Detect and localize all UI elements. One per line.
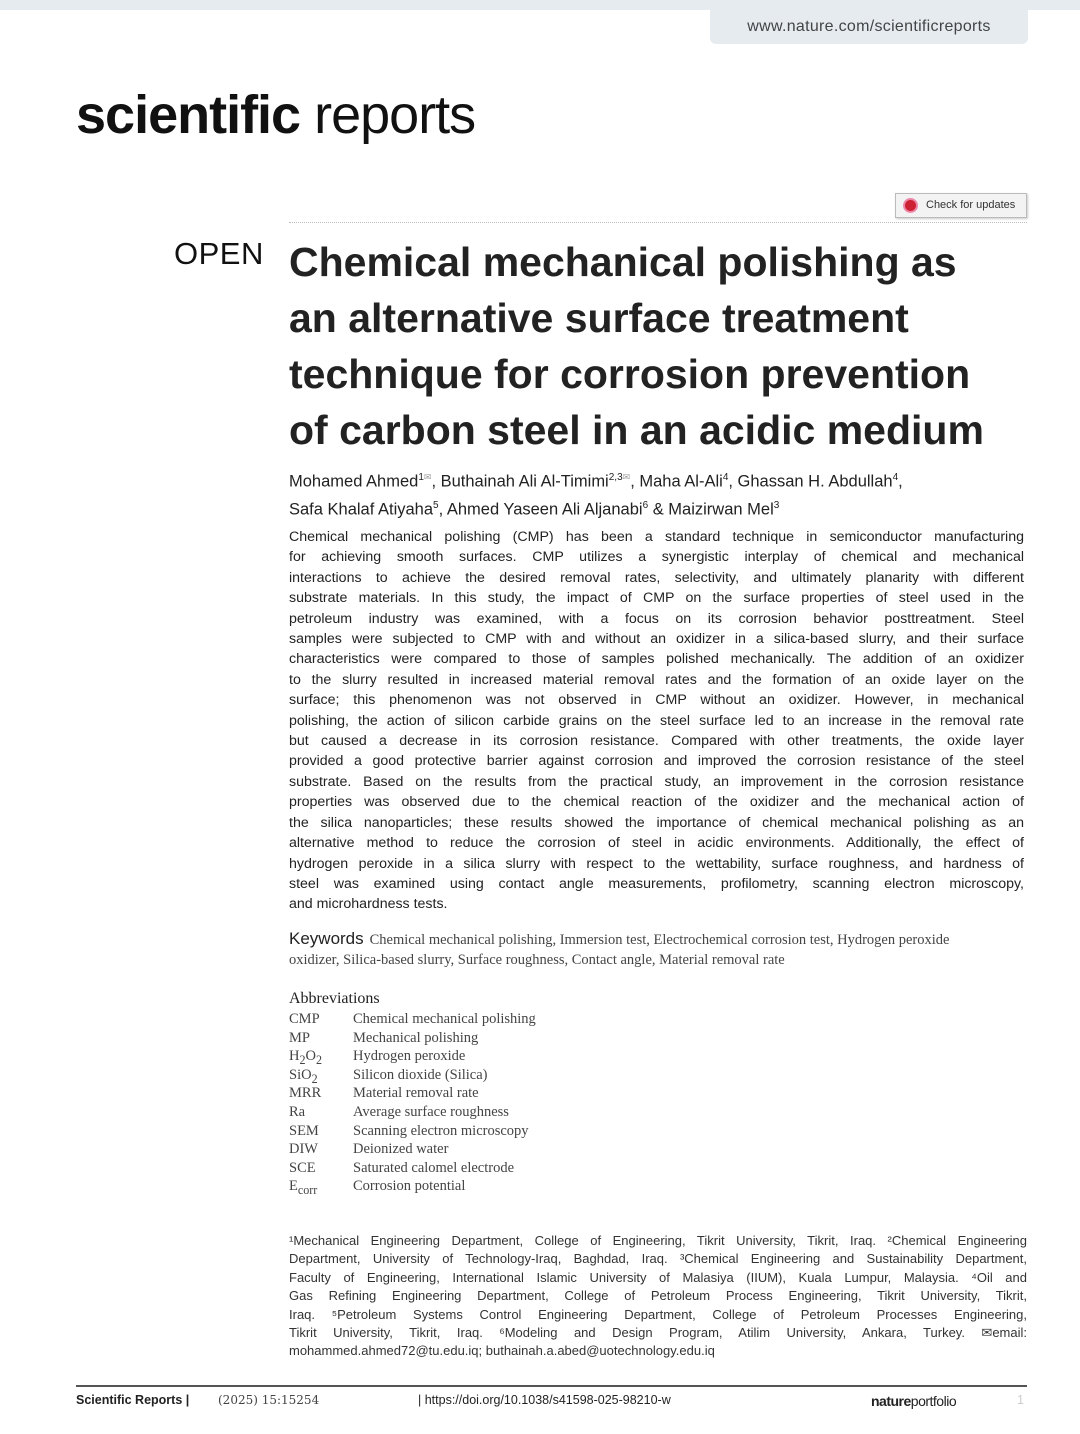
abstract <box>289 527 1024 915</box>
abbreviation-row <box>289 1029 536 1048</box>
affiliation-number: 1 <box>418 472 424 483</box>
abbreviation-definition: Saturated calomel electrode <box>353 1159 515 1176</box>
abstract-line: for achieving smooth surfaces. CMP utilizes a synergistic interplay of chemical and mechanical <box>289 549 1024 566</box>
abbreviation-definition: Hydrogen peroxide <box>353 1048 466 1065</box>
abbreviation-definition: Deionized water <box>353 1141 449 1158</box>
abbreviation: $E_{corr}$ <box>289 1178 318 1198</box>
affiliation-line: Faculty of Engineering, International Islamic University of Malasiya (IIUM), Kuala Lumpur, Malaysia. ⁴Oil and <box>289 1269 1027 1285</box>
abbreviation-row <box>289 1177 536 1196</box>
abstract-line: provided a good protective barrier against corrosion and improved the corrosion resistance of the steel <box>289 753 1024 770</box>
affiliation-number: 3 <box>773 499 780 511</box>
abbreviation-row <box>289 1010 536 1029</box>
page-number: 1 <box>1017 1393 1024 1407</box>
affiliation-line: ¹Mechanical Engineering Department, College of Engineering, Tikrit University, Tikrit, Iraq. ²Chemical Engineering <box>289 1233 1027 1248</box>
abstract-line: the silica nanoparticles; these results showed the importance of chemical mechanical polishing as an <box>289 814 1024 831</box>
affiliation-line: Gas Refining Engineering Department, College of Petroleum Process Engineering, Tikrit University, Tikrit, <box>289 1288 1027 1304</box>
affiliation-number: 6 <box>642 499 649 511</box>
abstract-line: surface; this phenomenon was not observed in CMP without an oxidizer. However, in mechanical <box>289 692 1024 709</box>
abbreviation-row <box>289 1047 536 1066</box>
keywords-text: Chemical mechanical polishing, Immersion test, Electrochemical corrosion test, Hydrogen peroxide oxidizer, Silica-based slurry, Surface roughness, Contact angle, Material removal rate <box>289 932 950 968</box>
affiliation-line: mohammed.ahmed72@tu.edu.iq; buthainah.a.abed@uotechnology.edu.iq <box>289 1343 715 1359</box>
author-name: , Maha Al-Ali <box>630 472 723 491</box>
envelope-icon[interactable]: ✉ <box>423 472 432 482</box>
footer-rule <box>76 1385 1027 1387</box>
abstract-line: hydrogen peroxide in a silica slurry with respect to the wettability, surface roughness, and hardness of <box>289 855 1024 872</box>
abbreviation: MP <box>289 1029 310 1046</box>
abbreviation-definition: Average surface roughness <box>353 1103 509 1120</box>
article-title <box>289 234 984 458</box>
affiliations <box>289 1232 1027 1361</box>
affiliation-line: Department, University of Technology-Iraq, Baghdad, Iraq. ³Chemical Engineering and Sustainability Department, <box>289 1251 1027 1267</box>
author-name: Mohamed Ahmed <box>289 472 419 491</box>
abbreviation: SEM <box>289 1122 319 1139</box>
affiliation-number: 4 <box>722 472 729 483</box>
abbreviation: SCE <box>289 1159 316 1176</box>
nature-portfolio-logo: natureportfolio <box>871 1393 957 1409</box>
abstract-line: alternative method to reduce the corrosion of steel in acidic environments. Additionally, the effect of <box>289 835 1024 852</box>
abbreviation-definition: Mechanical polishing <box>353 1029 479 1046</box>
abstract-line: and microhardness tests. <box>289 896 448 913</box>
abstract-line: substrate. Based on the results from the practical study, an improvement in the corrosion resistance <box>289 773 1024 790</box>
author-name: , Ahmed Yaseen Ali Aljanabi <box>438 500 643 518</box>
abbreviation-row <box>289 1066 536 1085</box>
footer-journal: Scientific Reports | <box>76 1393 190 1407</box>
abstract-line: properties was observed due to the chemical reaction of the oxidizer and the mechanical action of <box>289 794 1024 811</box>
abbreviation: $H_2O_2$ <box>289 1048 323 1068</box>
abstract-line: samples were subjected to CMP with and without an oxidizer in a silica-based slurry, and their surface <box>289 631 1024 648</box>
journal-url[interactable]: www.nature.com/scientificreports <box>710 10 1028 44</box>
title-line: of carbon steel in an acidic medium <box>289 407 984 453</box>
author-name: , Ghassan H. Abdullah <box>728 472 893 491</box>
abbreviation-definition: Silicon dioxide (Silica) <box>353 1066 488 1083</box>
abstract-line: petroleum industry was examined, with a focus on its corrosion behavior posttreatment. Steel <box>289 610 1024 627</box>
divider <box>289 222 1027 223</box>
abbreviation-row <box>289 1159 536 1178</box>
title-line: an alternative surface treatment <box>289 295 909 341</box>
abstract-line: to the slurry resulted in increased material removal rates and the formation of an oxide layer on the <box>289 671 1024 688</box>
abbreviations <box>289 990 536 1196</box>
envelope-icon[interactable]: ✉ <box>622 472 631 482</box>
abbreviation-definition: Scanning electron microscopy <box>353 1122 529 1139</box>
author-name: , Buthainah Ali Al-Timimi <box>431 472 609 491</box>
abbreviation-definition: Material removal rate <box>353 1085 479 1102</box>
author-name: , <box>898 472 903 491</box>
author-name: & Maizirwan Mel <box>648 500 774 518</box>
abbreviation-row <box>289 1103 536 1122</box>
abbreviation-definition: Chemical mechanical polishing <box>353 1011 536 1027</box>
affiliation-number: 5 <box>433 499 439 511</box>
keywords-label: Keywords <box>289 929 364 948</box>
affiliation-number: 4 <box>892 472 899 483</box>
affiliation-line: Iraq. ⁵Petroleum Systems Control Engineering Department, College of Petroleum Processes Engineering, <box>289 1306 1027 1322</box>
abbreviation: CMP <box>289 1011 320 1027</box>
abbreviation: DIW <box>289 1141 318 1158</box>
journal-logo: scientific reports <box>76 85 476 145</box>
author-name: Safa Khalaf Atiyaha <box>289 500 434 518</box>
abstract-line: Chemical mechanical polishing (CMP) has been a standard technique in semiconductor manufacturing <box>289 529 1024 545</box>
top-bar <box>0 0 1080 10</box>
open-access-label: OPEN <box>174 236 264 271</box>
footer-citation: (2025) 15:15254 <box>218 1393 320 1407</box>
affiliation-line: Tikrit University, Tikrit, Iraq. ⁶Modeling and Design Program, Atilim University, Ankara, Turkey. ✉email: <box>289 1325 1027 1341</box>
abstract-line: substrate materials. In this study, the impact of CMP on the surface properties of steel used in the <box>289 590 1024 607</box>
abbreviation: SiO$_2$ <box>289 1066 318 1086</box>
abbreviation-row <box>289 1140 536 1159</box>
abbreviation: MRR <box>289 1085 322 1102</box>
abbreviations-title: Abbreviations <box>289 990 380 1007</box>
author-list <box>289 465 903 521</box>
check-for-updates-button[interactable]: Check for updates <box>895 193 1027 218</box>
title-line: Chemical mechanical polishing as <box>289 239 957 285</box>
crossmark-icon <box>903 198 918 213</box>
abstract-line: steel was examined using contact angle measurements, profilometry, scanning electron microscopy, <box>289 875 1024 892</box>
abstract-line: but caused a decrease in its corrosion resistance. Compared with other treatments, the oxide layer <box>289 733 1024 750</box>
abbreviation-row <box>289 1122 536 1141</box>
abbreviation-definition: Corrosion potential <box>353 1178 466 1195</box>
footer-doi[interactable]: | https://doi.org/10.1038/s41598-025-98210-w <box>418 1393 671 1407</box>
title-line: technique for corrosion prevention <box>289 351 971 397</box>
abstract-line: polishing, the action of silicon carbide grains on the steel surface led to an increase in the removal rate <box>289 712 1024 729</box>
abbreviation-row <box>289 1084 536 1103</box>
keywords <box>289 929 989 970</box>
abstract-line: interactions to achieve the desired removal rates, selectivity, and ultimately planarity with different <box>289 569 1024 586</box>
affiliation-number: 2,3 <box>608 472 623 483</box>
abstract-line: characteristics were compared to those of samples polished mechanically. The addition of an oxidizer <box>289 651 1024 668</box>
abbreviation: Ra <box>289 1103 306 1120</box>
